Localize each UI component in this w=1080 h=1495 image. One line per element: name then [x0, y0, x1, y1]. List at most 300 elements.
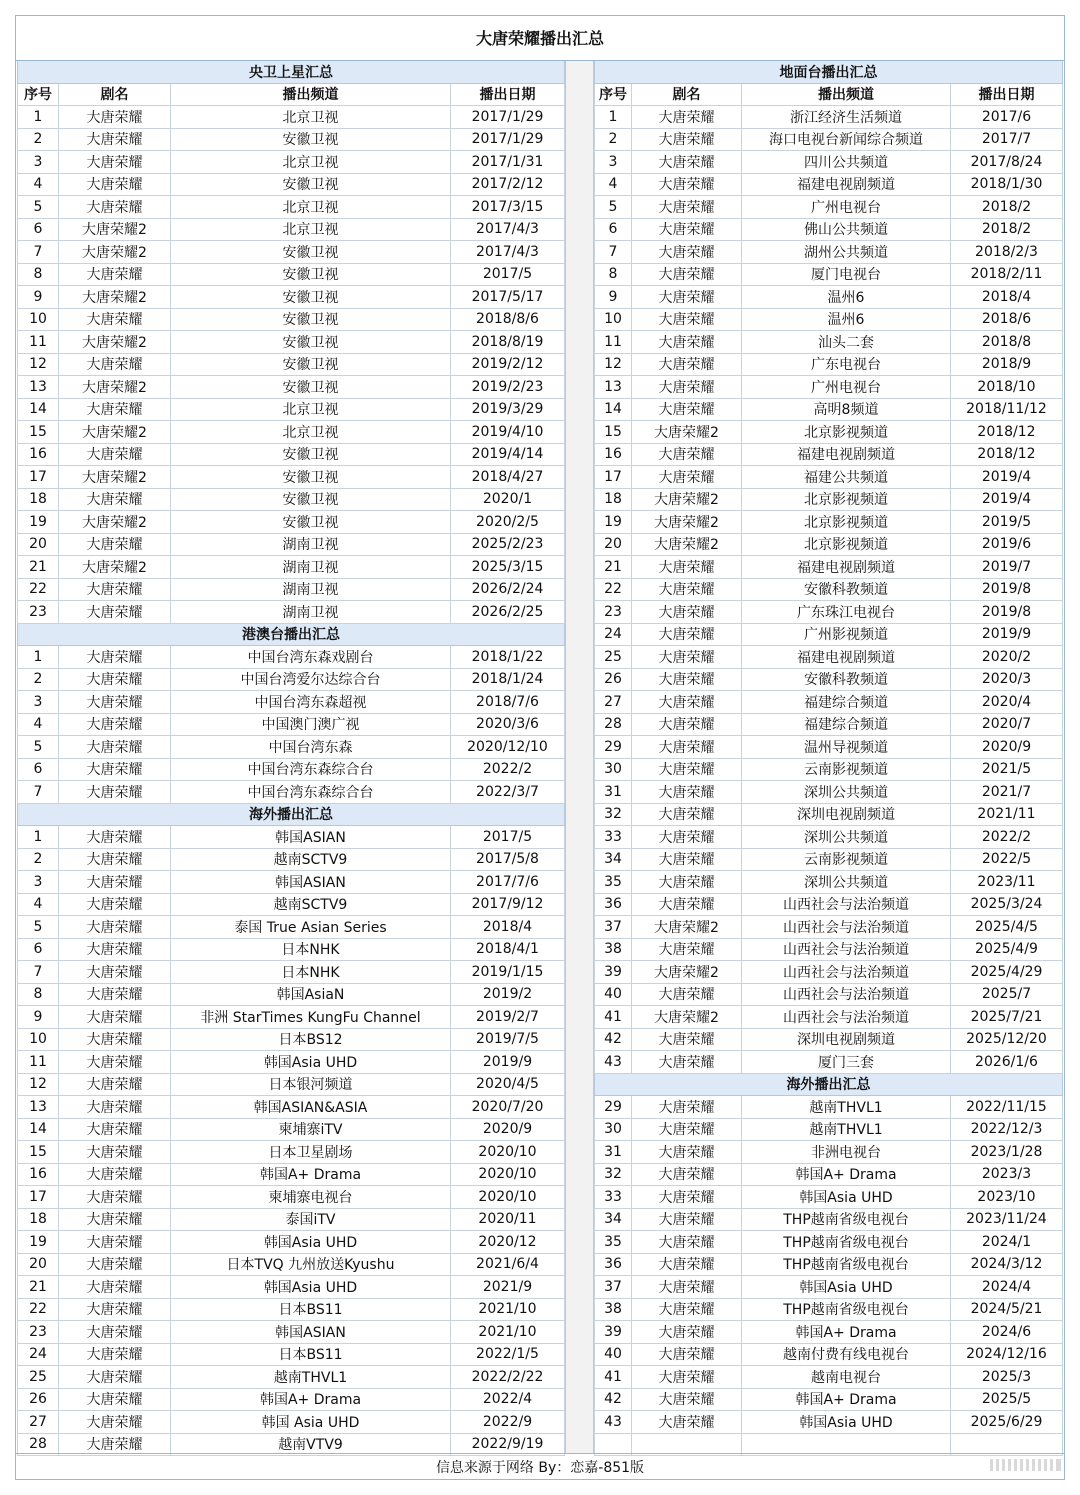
table-row: [17, 241, 565, 264]
cell-channel: 中国台湾东森戏剧台: [171, 646, 451, 668]
cell-date: 2021/5: [951, 759, 1063, 781]
cell-date: 2020/7: [951, 714, 1063, 736]
cell-title: 大唐荣耀: [59, 849, 171, 871]
cell-channel: 北京影视频道: [742, 421, 951, 443]
cell-title: 大唐荣耀: [632, 1299, 742, 1321]
cell-date: 2019/2/7: [451, 1006, 565, 1028]
table-row: [17, 286, 565, 309]
cell-index: 32: [594, 804, 632, 826]
cell-channel: 浙江经济生活频道: [742, 106, 951, 128]
cell-date: 2017/1/29: [451, 129, 565, 151]
table-row: [594, 1321, 1063, 1344]
table-row: [17, 129, 565, 152]
cell-title: 大唐荣耀2: [59, 286, 171, 308]
table-row: [17, 511, 565, 534]
cell-index: 23: [17, 1321, 59, 1343]
cell-date: 2020/3: [951, 669, 1063, 691]
cell-title: 大唐荣耀: [632, 286, 742, 308]
cell-channel: 福建综合频道: [742, 691, 951, 713]
cell-index: 19: [594, 511, 632, 533]
cell-date: 2019/6: [951, 534, 1063, 556]
cell-index: 3: [17, 691, 59, 713]
cell-title: 大唐荣耀: [59, 174, 171, 196]
cell-channel: 安徽卫视: [171, 511, 451, 533]
cell-channel: 日本TVQ 九州放送Kyushu: [171, 1254, 451, 1276]
cell-channel: 福建电视剧频道: [742, 646, 951, 668]
table-row: [594, 669, 1063, 692]
table-row: [594, 714, 1063, 737]
table-row: [17, 354, 565, 377]
cell-date: 2022/11/15: [951, 1096, 1063, 1118]
cell-index: 24: [594, 624, 632, 646]
cell-title: 大唐荣耀: [59, 354, 171, 376]
cell-channel: 福建电视剧频道: [742, 444, 951, 466]
table-row: [594, 286, 1063, 309]
table-row: [594, 1186, 1063, 1209]
table-row: [594, 354, 1063, 377]
cell-channel: 福建电视剧频道: [742, 174, 951, 196]
table-row: [594, 1276, 1063, 1299]
table-row: [594, 736, 1063, 759]
cell-title: 大唐荣耀: [632, 804, 742, 826]
header-date: 播出日期: [451, 84, 565, 106]
cell-title: 大唐荣耀: [59, 939, 171, 961]
cell-date: 2020/4: [951, 691, 1063, 713]
cell-channel: 韩国ASIAN&ASIA: [171, 1096, 451, 1118]
table-row: [594, 399, 1063, 422]
cell-date: 2021/11: [951, 804, 1063, 826]
cell-title: 大唐荣耀: [632, 759, 742, 781]
cell-date: 2018/4/27: [451, 466, 565, 488]
cell-channel: 韩国Asia UHD: [171, 1051, 451, 1073]
cell-channel: 日本NHK: [171, 939, 451, 961]
right-column: [594, 61, 1063, 1456]
cell-index: 32: [594, 1164, 632, 1186]
cell-title: 大唐荣耀: [632, 714, 742, 736]
cell-index: 10: [17, 309, 59, 331]
cell-title: 大唐荣耀: [59, 1321, 171, 1343]
cell-date: 2019/7: [951, 556, 1063, 578]
cell-channel: 安徽卫视: [171, 376, 451, 398]
table-row: [594, 624, 1063, 647]
cell-title: 大唐荣耀: [59, 1096, 171, 1118]
table-row: [594, 1096, 1063, 1119]
table-row: [17, 601, 565, 624]
table-row: [594, 984, 1063, 1007]
table-header-row: [17, 84, 565, 107]
cell-index: 8: [17, 264, 59, 286]
cell-title: 大唐荣耀: [632, 151, 742, 173]
cell-channel: 北京卫视: [171, 151, 451, 173]
table-row: [17, 1231, 565, 1254]
table-row: [17, 106, 565, 129]
cell-date: 2023/11/24: [951, 1209, 1063, 1231]
cell-date: 2017/1/29: [451, 106, 565, 128]
cell-index: 3: [594, 151, 632, 173]
cell-date: 2020/9: [451, 1119, 565, 1141]
header-date: 播出日期: [951, 84, 1063, 106]
cell-index: 40: [594, 984, 632, 1006]
cell-index: 33: [594, 1186, 632, 1208]
cell-index: 5: [17, 736, 59, 758]
cell-title: 大唐荣耀: [59, 579, 171, 601]
cell-channel: 广州影视频道: [742, 624, 951, 646]
table-row: [594, 1411, 1063, 1434]
cell-index: 22: [17, 1299, 59, 1321]
cell-title: 大唐荣耀: [59, 489, 171, 511]
cell-date: 2019/9: [451, 1051, 565, 1073]
table-row: [17, 1366, 565, 1389]
cell-channel: 柬埔寨电视台: [171, 1186, 451, 1208]
table-row: [17, 399, 565, 422]
table-row: [594, 601, 1063, 624]
cell-date: 2020/10: [451, 1186, 565, 1208]
cell-index: 29: [594, 1096, 632, 1118]
cell-index: 11: [17, 331, 59, 353]
cell-date: 2020/2: [951, 646, 1063, 668]
cell-date: 2018/2/11: [951, 264, 1063, 286]
table-row: [17, 781, 565, 804]
table-row: [17, 331, 565, 354]
table-row: [594, 219, 1063, 242]
table-row: [594, 781, 1063, 804]
cell-index: 38: [594, 939, 632, 961]
cell-index: 6: [17, 939, 59, 961]
cell-date: 2017/1/31: [451, 151, 565, 173]
cell-title: 大唐荣耀: [59, 1051, 171, 1073]
table-row: [594, 129, 1063, 152]
cell-index: 1: [17, 106, 59, 128]
cell-title: 大唐荣耀: [59, 534, 171, 556]
cell-index: 41: [594, 1006, 632, 1028]
cell-date: 2019/2: [451, 984, 565, 1006]
table-row: [17, 826, 565, 849]
cell-channel: 韩国ASIAN: [171, 871, 451, 893]
watermark-icon: [988, 1452, 1063, 1478]
cell-channel: 越南SCTV9: [171, 894, 451, 916]
empty-cell: [632, 1434, 742, 1456]
cell-date: 2024/4: [951, 1276, 1063, 1298]
table-row: [17, 174, 565, 197]
table-row: [17, 1276, 565, 1299]
cell-title: 大唐荣耀: [632, 736, 742, 758]
cell-channel: 温州6: [742, 286, 951, 308]
section-title: 海外播出汇总: [594, 1074, 1063, 1097]
cell-channel: 广州电视台: [742, 196, 951, 218]
cell-index: 9: [17, 286, 59, 308]
cell-channel: 广东电视台: [742, 354, 951, 376]
cell-date: 2025/5: [951, 1389, 1063, 1411]
cell-date: 2022/9: [451, 1411, 565, 1433]
cell-index: 14: [17, 399, 59, 421]
cell-title: 大唐荣耀: [59, 1164, 171, 1186]
table-row: [17, 1141, 565, 1164]
cell-title: 大唐荣耀: [632, 219, 742, 241]
table-row: [17, 534, 565, 557]
table-row: [594, 849, 1063, 872]
cell-date: 2022/3/7: [451, 781, 565, 803]
cell-date: 2022/12/3: [951, 1119, 1063, 1141]
cell-index: 8: [17, 984, 59, 1006]
table-row: [594, 1164, 1063, 1187]
cell-index: 15: [17, 421, 59, 443]
cell-date: 2024/5/21: [951, 1299, 1063, 1321]
cell-index: 30: [594, 759, 632, 781]
cell-index: 15: [17, 1141, 59, 1163]
cell-title: 大唐荣耀2: [632, 916, 742, 938]
table-row: [17, 376, 565, 399]
cell-title: 大唐荣耀: [59, 1366, 171, 1388]
source-footer: 信息来源于网络 By：恋嘉-851版: [15, 1453, 1065, 1480]
cell-date: 2017/8/24: [951, 151, 1063, 173]
table-row: [594, 511, 1063, 534]
cell-index: 22: [594, 579, 632, 601]
table-row: [17, 1411, 565, 1434]
cell-date: 2018/1/30: [951, 174, 1063, 196]
header-index: 序号: [594, 84, 632, 106]
table-row: [594, 826, 1063, 849]
table-row: [594, 309, 1063, 332]
cell-index: 19: [17, 1231, 59, 1253]
table-row: [17, 219, 565, 242]
cell-title: 大唐荣耀: [632, 354, 742, 376]
cell-date: 2025/3: [951, 1366, 1063, 1388]
cell-title: 大唐荣耀: [59, 894, 171, 916]
cell-title: 大唐荣耀: [59, 1074, 171, 1096]
cell-title: 大唐荣耀: [59, 1209, 171, 1231]
table-row: [17, 196, 565, 219]
column-divider: [565, 61, 594, 1453]
cell-date: 2017/5: [451, 264, 565, 286]
cell-index: 2: [594, 129, 632, 151]
cell-channel: 日本BS11: [171, 1299, 451, 1321]
cell-index: 4: [594, 174, 632, 196]
table-row: [17, 1074, 565, 1097]
cell-channel: 山西社会与法治频道: [742, 1006, 951, 1028]
cell-title: 大唐荣耀: [632, 894, 742, 916]
cell-title: 大唐荣耀: [59, 826, 171, 848]
cell-index: 7: [17, 241, 59, 263]
cell-channel: 北京影视频道: [742, 534, 951, 556]
cell-date: 2020/12/10: [451, 736, 565, 758]
cell-title: 大唐荣耀: [59, 714, 171, 736]
cell-title: 大唐荣耀: [632, 1029, 742, 1051]
cell-date: 2025/2/23: [451, 534, 565, 556]
cell-index: 5: [17, 916, 59, 938]
header-title: 剧名: [632, 84, 742, 106]
cell-index: 17: [17, 1186, 59, 1208]
cell-channel: 越南电视台: [742, 1366, 951, 1388]
cell-channel: 福建综合频道: [742, 714, 951, 736]
cell-title: 大唐荣耀2: [59, 376, 171, 398]
cell-index: 23: [594, 601, 632, 623]
table-row: [594, 894, 1063, 917]
cell-channel: 韩国Asia UHD: [171, 1276, 451, 1298]
cell-channel: 厦门三套: [742, 1051, 951, 1073]
table-row: [17, 151, 565, 174]
table-row: [17, 1006, 565, 1029]
table-row: [17, 736, 565, 759]
cell-date: 2018/2: [951, 219, 1063, 241]
table-row: [594, 489, 1063, 512]
cell-date: 2022/2/22: [451, 1366, 565, 1388]
cell-channel: 韩国A+ Drama: [742, 1164, 951, 1186]
cell-title: 大唐荣耀: [632, 579, 742, 601]
cell-title: 大唐荣耀: [632, 466, 742, 488]
cell-date: 2019/3/29: [451, 399, 565, 421]
cell-date: 2025/3/24: [951, 894, 1063, 916]
cell-date: 2026/1/6: [951, 1051, 1063, 1073]
table-row: [17, 1389, 565, 1412]
cell-date: 2020/12: [451, 1231, 565, 1253]
cell-date: 2018/8/6: [451, 309, 565, 331]
cell-date: 2017/7/6: [451, 871, 565, 893]
cell-index: 39: [594, 961, 632, 983]
cell-index: 38: [594, 1299, 632, 1321]
cell-date: 2018/7/6: [451, 691, 565, 713]
cell-index: 30: [594, 1119, 632, 1141]
cell-title: 大唐荣耀: [59, 781, 171, 803]
cell-index: 8: [594, 264, 632, 286]
cell-channel: 韩国A+ Drama: [742, 1321, 951, 1343]
cell-date: 2020/2/5: [451, 511, 565, 533]
table-row: [17, 669, 565, 692]
cell-channel: 山西社会与法治频道: [742, 961, 951, 983]
section-title: 海外播出汇总: [17, 804, 565, 827]
table-row: [17, 489, 565, 512]
table-row: [594, 759, 1063, 782]
cell-date: 2019/8: [951, 579, 1063, 601]
cell-date: 2022/1/5: [451, 1344, 565, 1366]
cell-index: 28: [594, 714, 632, 736]
table-row: [594, 1254, 1063, 1277]
cell-channel: 中国台湾东森综合台: [171, 759, 451, 781]
cell-channel: 北京卫视: [171, 219, 451, 241]
table-row: [17, 1096, 565, 1119]
table-row: [17, 264, 565, 287]
cell-title: 大唐荣耀: [632, 1254, 742, 1276]
table-row: [594, 1029, 1063, 1052]
table-row: [594, 1006, 1063, 1029]
cell-date: 2017/6: [951, 106, 1063, 128]
cell-date: 2019/8: [951, 601, 1063, 623]
cell-date: 2024/12/16: [951, 1344, 1063, 1366]
cell-index: 18: [17, 489, 59, 511]
table-row: [594, 466, 1063, 489]
cell-index: 23: [17, 601, 59, 623]
cell-date: 2023/10: [951, 1186, 1063, 1208]
cell-index: 5: [17, 196, 59, 218]
cell-channel: 北京卫视: [171, 196, 451, 218]
cell-date: 2017/4/3: [451, 219, 565, 241]
cell-channel: 日本BS12: [171, 1029, 451, 1051]
cell-title: 大唐荣耀: [632, 939, 742, 961]
cell-title: 大唐荣耀: [59, 1006, 171, 1028]
table-row: [17, 1321, 565, 1344]
header-channel: 播出频道: [171, 84, 451, 106]
table-row: [17, 1029, 565, 1052]
cell-date: 2018/12: [951, 421, 1063, 443]
table-row: [594, 106, 1063, 129]
cell-title: 大唐荣耀: [632, 264, 742, 286]
table-row: [594, 1299, 1063, 1322]
cell-index: 13: [17, 376, 59, 398]
cell-channel: 佛山公共频道: [742, 219, 951, 241]
cell-channel: 北京卫视: [171, 106, 451, 128]
cell-channel: 安徽科教频道: [742, 669, 951, 691]
cell-channel: 韩国 Asia UHD: [171, 1411, 451, 1433]
table-row: [594, 421, 1063, 444]
cell-index: 36: [594, 1254, 632, 1276]
cell-index: 28: [17, 1434, 59, 1456]
table-row: [594, 871, 1063, 894]
cell-channel: 日本银河频道: [171, 1074, 451, 1096]
cell-channel: 福建公共频道: [742, 466, 951, 488]
cell-channel: 韩国A+ Drama: [171, 1389, 451, 1411]
cell-index: 42: [594, 1389, 632, 1411]
table-row: [594, 804, 1063, 827]
cell-index: 33: [594, 826, 632, 848]
cell-date: 2018/8: [951, 331, 1063, 353]
cell-channel: 安徽科教频道: [742, 579, 951, 601]
cell-channel: 柬埔寨iTV: [171, 1119, 451, 1141]
table-row: [594, 376, 1063, 399]
cell-index: 22: [17, 579, 59, 601]
cell-index: 31: [594, 1141, 632, 1163]
cell-channel: 中国台湾东森综合台: [171, 781, 451, 803]
cell-title: 大唐荣耀2: [59, 421, 171, 443]
table-row: [594, 151, 1063, 174]
cell-date: 2022/2: [451, 759, 565, 781]
cell-index: 19: [17, 511, 59, 533]
cell-date: 2023/1/28: [951, 1141, 1063, 1163]
cell-channel: 安徽卫视: [171, 174, 451, 196]
cell-channel: 山西社会与法治频道: [742, 984, 951, 1006]
cell-index: 2: [17, 669, 59, 691]
table-row: [17, 421, 565, 444]
cell-date: 2018/12: [951, 444, 1063, 466]
header-title: 剧名: [59, 84, 171, 106]
cell-title: 大唐荣耀2: [632, 511, 742, 533]
cell-index: 3: [17, 871, 59, 893]
cell-channel: 汕头二套: [742, 331, 951, 353]
cell-channel: 湖南卫视: [171, 534, 451, 556]
cell-channel: 深圳公共频道: [742, 826, 951, 848]
cell-channel: 深圳电视剧频道: [742, 804, 951, 826]
cell-channel: 中国台湾东森: [171, 736, 451, 758]
cell-index: 12: [594, 354, 632, 376]
cell-index: 27: [17, 1411, 59, 1433]
cell-channel: 深圳公共频道: [742, 871, 951, 893]
cell-title: 大唐荣耀: [59, 106, 171, 128]
table-row: [594, 1366, 1063, 1389]
cell-index: 40: [594, 1344, 632, 1366]
cell-index: 43: [594, 1051, 632, 1073]
cell-title: 大唐荣耀: [632, 376, 742, 398]
cell-channel: 山西社会与法治频道: [742, 916, 951, 938]
cell-date: 2022/4: [451, 1389, 565, 1411]
cell-title: 大唐荣耀: [632, 1231, 742, 1253]
table-row: [17, 1344, 565, 1367]
cell-index: 4: [17, 174, 59, 196]
cell-date: 2019/2/12: [451, 354, 565, 376]
cell-date: 2017/7: [951, 129, 1063, 151]
cell-date: 2020/10: [451, 1141, 565, 1163]
cell-index: 9: [17, 1006, 59, 1028]
cell-title: 大唐荣耀: [59, 1411, 171, 1433]
cell-channel: 非洲 StarTimes KungFu Channel: [171, 1006, 451, 1028]
cell-title: 大唐荣耀: [632, 1389, 742, 1411]
